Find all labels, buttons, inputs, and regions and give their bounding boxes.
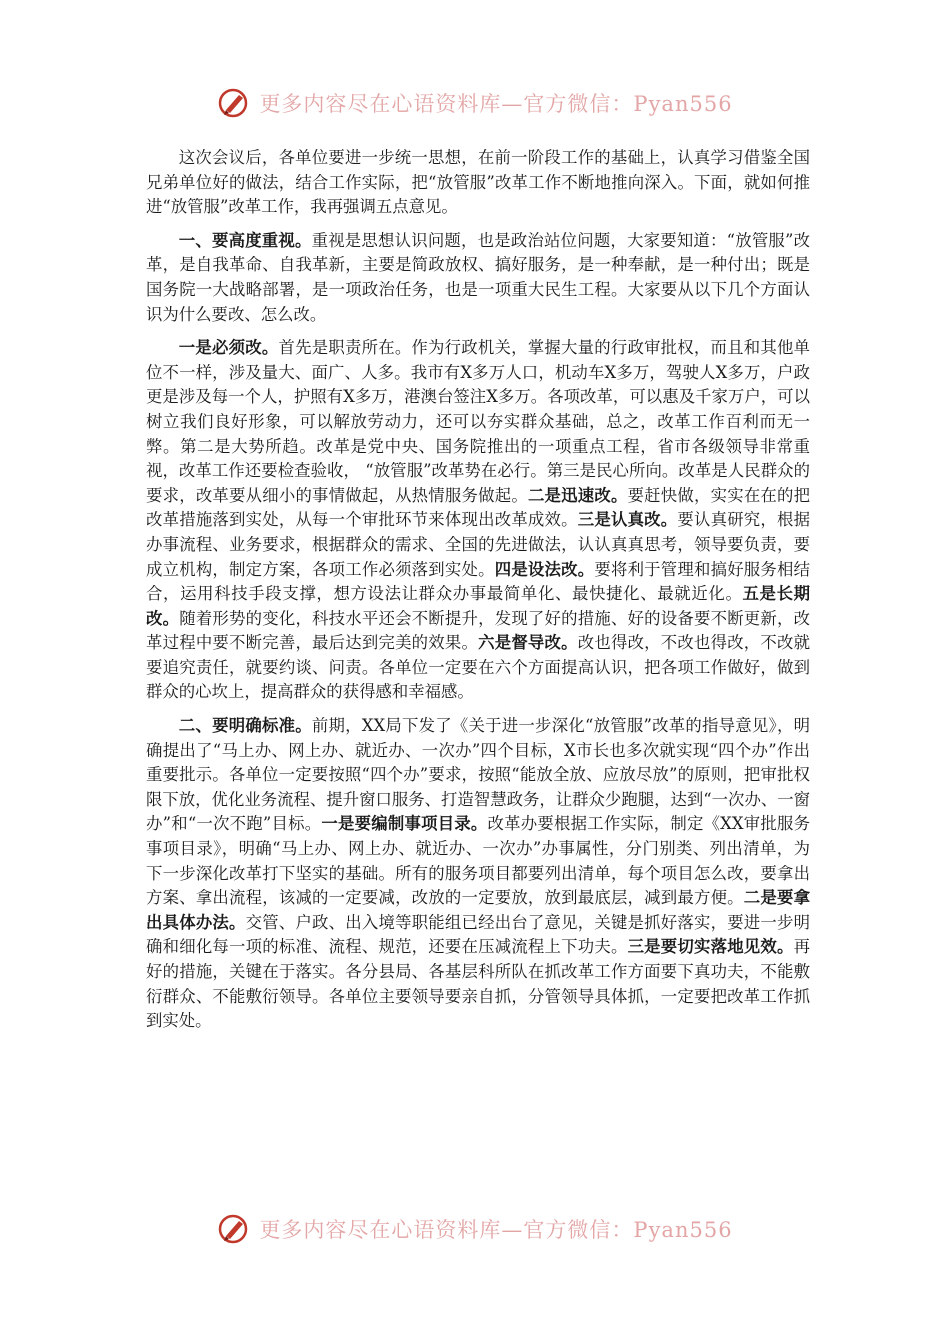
text-run: 要将利于管理和搞好服务相结合，运用科技手段支撑，想方设法让群众办事最简单化、最快捷化、最就近化。 (146, 559, 811, 604)
text-run: 交管、户政、出入境等职能组已经出台了意见，关键是抓好落实，要进一步明确和细化每一项的标准、流程、规范，还要在压减流程上下功夫。 (146, 912, 811, 957)
paragraph (146, 146, 810, 220)
paragraph (146, 229, 810, 327)
banner-text: 更多内容尽在心语资料库—官方微信：Pyan556 (259, 1218, 733, 1242)
heading-run: 三是要切实落地见效。 (627, 937, 794, 957)
text-run: 这次会议后，各单位要进一步统一思想，在前一阶段工作的基础上，认真学习借鉴全国兄弟单位好的做法，结合工作实际，把“放管服”改革工作不断地推向深入。下面，就如何推进“放管服”改革工作，我再强调五点意见。 (146, 148, 810, 217)
pen-logo-icon (217, 86, 251, 120)
text-run: 改也得改，不改也得改，不改就要追究责任，就要约谈、问责。各单位一定要在六个方面提高认识，把各项工作做好，做到群众的心坎上，提高群众的获得感和幸福感。 (146, 633, 811, 702)
text-run: 改革办要根据工作实际，制定《XX审批服务事项目录》，明确“马上办、网上办、就近办、一次办”办事属性，分门别类、列出清单，为下一步深化改革打下坚实的基础。所有的服务项目都要列出清单，每个项目怎么改，要拿出方案、拿出流程，该减的一定要减，改放的一定要放，放到最底层，减到最方便。 (146, 814, 810, 908)
heading-run: 二是要拿出具体办法。 (146, 888, 811, 932)
header-banner (0, 86, 950, 120)
heading-run: 四是设法改。 (494, 559, 595, 579)
heading-run: 一是要编制事项目录。 (321, 814, 488, 834)
heading-run: 五是长期改。 (146, 584, 811, 628)
document-body (146, 146, 810, 1043)
text-run: 前期，XX局下发了《关于进一步深化“放管服”改革的指导意见》，明确提出了“马上办、网上办、就近办、一次办”四个目标，X市长也多次就实现“四个办”作出重要批示。各单位一定要按照“四个办”要求，按照“能放全放、应放尽放”的原则，把审批权限下放，优化业务流程、提升窗口服务、打造智慧政务，让群众少跑腿，达到“一次办、一窗办”和“一次不跑”目标。 (146, 716, 811, 834)
text-run: 随着形势的变化，科技水平还会不断提升，发现了好的措施、好的设备要不断更新，改革过程中要不断完善，最后达到完美的效果。 (146, 608, 811, 653)
heading-run: 一、要高度重视。 (178, 230, 312, 250)
text-run: 要认真研究，根据办事流程、业务要求，根据群众的需求、全国的先进做法，认认真真思考，领导要负责，要成立机构，制定方案，各项工作必须落到实处。 (146, 510, 811, 579)
heading-run: 一是必须改。 (178, 338, 279, 358)
heading-run: 二是迅速改。 (527, 485, 628, 505)
heading-run: 三是认真改。 (577, 510, 678, 530)
heading-run: 六是督导改。 (478, 633, 578, 653)
text-run: 重视是思想认识问题，也是政治站位问题，大家要知道：“放管服”改革，是自我革命、自我革新，主要是简政放权、搞好服务，是一种奉献，是一种付出；既是国务院一大战略部署，是一项政治任务，也是一项重大民生工程。大家要从以下几个方面认识为什么要改、怎么改。 (146, 230, 810, 324)
text-run: 要赶快做，实实在在的把改革措施落到实处，从每一个审批环节来体现出改革成效。 (146, 485, 811, 530)
text-run: 再好的措施，关键在于落实。各分县局、各基层科所队在抓改革工作方面要下真功夫，不能敷衍群众、不能敷衍领导。各单位主要领导要亲自抓，分管领导具体抓，一定要把改革工作抓到实处。 (146, 937, 811, 1031)
banner-text: 更多内容尽在心语资料库—官方微信：Pyan556 (259, 92, 733, 116)
paragraph (146, 336, 810, 705)
paragraph (146, 714, 810, 1034)
footer-banner (0, 1212, 950, 1246)
heading-run: 二、要明确标准。 (178, 716, 312, 736)
pen-logo-icon (217, 1212, 251, 1246)
text-run: 首先是职责所在。作为行政机关，掌握大量的行政审批权，而且和其他单位不一样，涉及量大、面广、人多。我市有X多万人口，机动车X多万，驾驶人X多万，户政更是涉及每一个人，护照有X多万，港澳台签注X多万。各项改革，可以惠及千家万户，可以树立我们良好形象，可以解放劳动力，还可以夯实群众基础，总之，改革工作百利而无一弊。第二是大势所趋。改革是党中央、国务院推出的一项重点工程，省市各级领导非常重视，改革工作还要检查验收， “放管服”改革势在必行。第三是民心所向。改革是人民群众的要求，改革要从细小的事情做起，从热情服务做起。 (146, 338, 811, 505)
